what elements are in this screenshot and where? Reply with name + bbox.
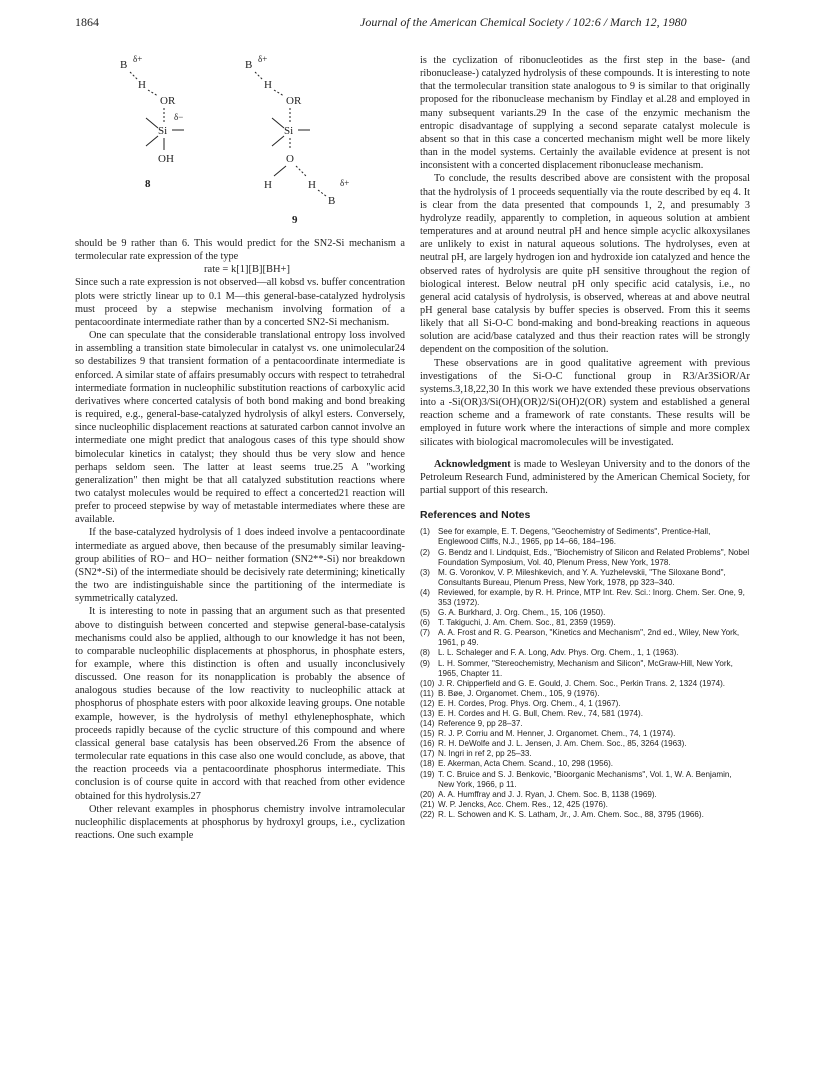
reference-number: (1) (420, 527, 430, 537)
s9-bond-ll (272, 136, 284, 146)
reference-text: L. H. Sommer, "Stereochemistry, Mechanism and Silicon", McGraw-Hill, New York, 1965, Chapter 11. (438, 658, 733, 678)
s9-hbond-2 (274, 90, 284, 96)
reference-text: A. A. Frost and R. G. Pearson, "Kinetics and Mechanism", 2nd ed., Wiley, New York, 1961, p 49. (438, 628, 740, 648)
reference-text: Reference 9, pp 28–37. (438, 719, 523, 729)
reference-text: M. G. Voronkov, V. P. Mileshkevich, and Y. A. Yuzhelevskii, "The Siloxane Bond", Consultants Bureau, Plenum Press, New York, 1978, pp 323–340. (438, 567, 726, 587)
left-paragraph-5: It is interesting to note in passing that an argument such as that presented above to distinguish between concerted and stepwise general-base-catalysis mechanisms could also be applied, although to our knowledge it has not been, to comparable nucleophilic displacements at phosphorus, in phosphate esters, for example, where this distinction is often and usually inconclusively discussed. One reason for its nonapplication is probably the absence of analogous studies because of the low reactivity to nucleophilic attack at phosphorus of phosphate esters with poor alkoxide leaving groups. One notable example, however, is the hydrolysis of methyl ethylenephosphate, which proceeds rapidly because of the cyclic structure of this compound and where classical general base catalysis has been observed.26 From the absence of termolecular rate equations in this case also one would conclude, as above, that the reaction proceeds via a pentacoordinate phosphorus intermediate. This conclusion is of course quite in accord with that reached from other evidence obtained for this hydrolysis.27 (75, 606, 405, 802)
reference-number: (14) (420, 719, 435, 729)
reference-item (420, 759, 750, 769)
reference-number: (9) (420, 658, 430, 668)
reference-number: (8) (420, 648, 430, 658)
s9-or: OR (286, 95, 302, 107)
s9-hbond-3 (318, 190, 326, 196)
reference-item (420, 588, 750, 608)
right-paragraph-2: To conclude, the results described above are consistent with the proposal that the hydrolysis of 1 proceeds sequentially via the route described by eq 4. It is clear from the data presented that compounds 1, 2, and presumably 3 hydrolyze readily, apparently to completion, in aqueous solution at ambient temperatures and at around neutral pH and hence simple acyclic alkoxysilanes are unlikely to exist in natural aqueous solutions. The hydrolyses, even at neutral pH, are largely hydrogen ion and hydroxide ion catalyzed and hence the observed rates of hydrolysis are quite pH sensitive throughout the region of biological interest. Below neutral pH only specific acid catalysis, i.e., no general acid catalysis of hydrolysis, is observed, whereas at and above neutral pH general base catalysis by buffer species is observed. From this it seems likely that all Si-O-C bond-making and bond-breaking reactions in aqueous solution are acid/base catalyzed and thus their reaction rates will be strongly dependent on the composition of the solution. (420, 173, 750, 356)
s9-bond-oh-left (274, 166, 286, 176)
s8-delta-minus: δ− (174, 112, 184, 122)
reference-text: Reviewed, for example, by R. H. Prince, MTP Int. Rev. Sci.: Inorg. Chem. Ser. One, 9, 353 (1972). (438, 587, 745, 607)
reference-number: (19) (420, 769, 435, 779)
s9-o: O (286, 153, 294, 165)
s9-label: 9 (292, 214, 298, 226)
reference-number: (12) (420, 698, 435, 708)
reference-item (420, 749, 750, 759)
s9-si: Si (284, 125, 294, 137)
reference-number: (5) (420, 608, 430, 618)
left-paragraph-1: should be 9 rather than 6. This would predict for the SN2-Si mechanism a termolecular rate expression of the type (75, 238, 405, 263)
acknowledgment-label: Acknowledgment (434, 458, 511, 470)
acknowledgment (420, 458, 750, 497)
reference-number: (16) (420, 739, 435, 749)
reference-number: (6) (420, 618, 430, 628)
running-header: Journal of the American Chemical Society / 102:6 / March 12, 1980 (360, 15, 687, 29)
reference-item (420, 810, 750, 820)
reference-number: (10) (420, 678, 435, 688)
s9-b-top: B (245, 59, 253, 71)
right-paragraph-1: is the cyclization of ribonucleotides as the first step in the base- (and ribonuclease-) catalyzed hydrolysis of these compounds. It is interesting to note that the termolecular transition state analogous to 9 is similar to that originally proposed for the ribonuclease mechanism by Findlay et al.28 and employed in many subsequent variants.29 In the case of the enzymic mechanism the entropic disadvantage of supplying a second separate catalyst molecule is absent so that in this case a concerted mechanism might well be more likely than in the model systems. Certainly the available evidence at present is not inconsistent with a concerted displacement ribonuclease mechanism. (420, 55, 750, 172)
s8-oh: OH (158, 153, 174, 165)
reference-number: (2) (420, 547, 430, 557)
reference-item (420, 568, 750, 588)
reference-item (420, 648, 750, 658)
s8-hbond-1 (130, 72, 138, 80)
reference-item (420, 719, 750, 729)
s9-bond-ul (272, 118, 284, 128)
reference-text: G. A. Burkhard, J. Org. Chem., 15, 106 (1950). (438, 608, 606, 618)
reference-item (420, 709, 750, 719)
reference-item (420, 800, 750, 810)
structure-9 (245, 54, 349, 226)
left-paragraph-2: Since such a rate expression is not observed—all kobsd vs. buffer concentration plots were strictly linear up to 0.1 M—this general-base-catalyzed hydrolysis must proceed by a stepwise mechanism involving formation of a pentacoordinate intermediate rather than by a concerted SN2-Si mechanism. (75, 277, 405, 328)
reference-item (420, 679, 750, 689)
reference-item (420, 628, 750, 648)
s8-h: H (138, 79, 146, 91)
reference-number: (7) (420, 628, 430, 638)
s9-b-bottom: B (328, 195, 336, 207)
reference-text: E. H. Cordes, Prog. Phys. Org. Chem., 4, 1 (1967). (438, 698, 621, 708)
right-column (420, 54, 750, 820)
reference-item (420, 790, 750, 800)
reference-item (420, 548, 750, 568)
reference-text: J. R. Chipperfield and G. E. Gould, J. Chem. Soc., Perkin Trans. 2, 1324 (1974). (438, 678, 726, 688)
reference-text: W. P. Jencks, Acc. Chem. Res., 12, 425 (1976). (438, 799, 608, 809)
left-paragraph-3: One can speculate that the considerable translational entropy loss involved in assembling a transition state bimolecular in catalyst vs. one unimolecular24 so destabilizes 9 that transient formation of a pentacoordinate intermediate is enforced. A similar state of affairs presumably occurs with respect to tetrahedral intermediate formation in nucleophilic substitution reactions of carboxylic acid derivatives where concerted catalysis of both bond making and bond breaking is required, e.g., general-base-catalyzed hydrolysis of alkyl esters. Conversely, since nucleophilic displacement reactions at saturated carbon cannot involve an intermediate one might predict that analogous cases of this type should show bimolecular kinetics in catalyst; they should thus be very slow and hence perhaps seldom seen. The latter at least seems true.25 A "working generalization" then might be that all catalyzed substitution reactions where two catalyst molecules would be required to effect a concerted21 reaction will prefer to proceed stepwise by way of metastable intermediates where these are available. (75, 330, 405, 526)
reference-item (420, 729, 750, 739)
reference-number: (17) (420, 749, 435, 759)
reference-item (420, 618, 750, 628)
reference-text: E. H. Cordes and H. G. Bull, Chem. Rev., 74, 581 (1974). (438, 709, 643, 718)
reference-text: R. L. Schowen and K. S. Latham, Jr., J. Am. Chem. Soc., 88, 3795 (1966). (438, 809, 704, 819)
reference-number: (18) (420, 759, 435, 769)
s9-h-left: H (264, 179, 272, 191)
acknowledgment-text: is made to Wesleyan University and to the donors of the Petroleum Research Fund, administered by the American Chemical Society, for partial support of this research. (420, 458, 750, 496)
references-list (420, 527, 750, 820)
reference-text: See for example, E. T. Degens, "Geochemistry of Sediments", Prentice-Hall, Englewood Cliffs, N.J., 1965, pp 14–66, 184–196. (438, 527, 711, 547)
s8-or: OR (160, 95, 176, 107)
reference-number: (4) (420, 587, 430, 597)
reference-item (420, 659, 750, 679)
reference-number: (11) (420, 688, 434, 698)
s8-bond-ll (146, 136, 158, 146)
reference-text: R. H. DeWolfe and J. L. Jensen, J. Am. Chem. Soc., 85, 3264 (1963). (438, 739, 687, 749)
s9-h-top: H (264, 79, 272, 91)
rate-equation: rate = k[1][B][BH+] (204, 264, 290, 276)
s9-bond-oh-right (296, 166, 306, 176)
left-paragraph-6: Other relevant examples in phosphorus chemistry involve intramolecular nucleophilic displacements at phosphorus by hydroxyl groups, i.e., cyclization reactions. One such example (75, 803, 405, 842)
reference-number: (20) (420, 789, 435, 799)
structure-8 (120, 54, 184, 190)
reference-number: (13) (420, 709, 435, 718)
reference-text: N. Ingri in ref 2, pp 25–33. (438, 749, 532, 759)
reference-number: (22) (420, 809, 435, 819)
reference-number: (21) (420, 799, 435, 809)
s8-b: B (120, 59, 128, 71)
reference-text: G. Bendz and I. Lindquist, Eds., "Biochemistry of Silicon and Related Problems", Nobel Foundation Symposium, Vol. 40, Plenum Press, New York, 1978. (438, 547, 750, 567)
s9-hbond-1 (255, 72, 263, 80)
reference-item (420, 527, 750, 547)
s9-h-right: H (308, 179, 316, 191)
reference-text: A. A. Humffray and J. J. Ryan, J. Chem. Soc. B, 1138 (1969). (438, 789, 657, 799)
s9-delta-plus-bottom: δ+ (340, 178, 350, 188)
reference-number: (3) (420, 567, 430, 577)
chemical-structures-figure (100, 40, 400, 230)
reference-item (420, 770, 750, 790)
reference-text: B. Bøe, J. Organomet. Chem., 105, 9 (1976). (438, 688, 600, 698)
s8-label: 8 (145, 178, 151, 190)
s9-delta-plus-top: δ+ (258, 54, 268, 64)
reference-item (420, 608, 750, 618)
reference-text: E. Akerman, Acta Chem. Scand., 10, 298 (1956). (438, 759, 614, 769)
references-title: References and Notes (420, 509, 531, 522)
reference-text: L. L. Schaleger and F. A. Long, Adv. Phys. Org. Chem., 1, 1 (1963). (438, 648, 679, 658)
s8-bond-ul (146, 118, 158, 128)
reference-text: T. Takiguchi, J. Am. Chem. Soc., 81, 2359 (1959). (438, 618, 616, 628)
s8-si: Si (158, 125, 168, 137)
page-number: 1864 (75, 15, 99, 29)
left-column (75, 237, 405, 842)
reference-text: R. J. P. Corriu and M. Henner, J. Organomet. Chem., 74, 1 (1974). (438, 729, 676, 739)
reference-item (420, 689, 750, 699)
reference-item (420, 739, 750, 749)
s8-delta-plus: δ+ (133, 54, 143, 64)
reference-text: T. C. Bruice and S. J. Benkovic, "Bioorganic Mechanisms", Vol. 1, W. A. Benjamin, New York, 1966, p 11. (438, 769, 732, 789)
reference-number: (15) (420, 729, 435, 739)
s8-hbond-2 (148, 90, 158, 96)
right-paragraph-3: These observations are in good qualitative agreement with previous investigations of the Si-O-C functional group in R3/Ar3SiOR/Ar systems.3,18,22,30 In this work we have extended these previous observations into a -Si(OR)3/Si(OH)(OR)2/Si(OH)2(OR) system and established a general reaction scheme and a framework of rate constants. These results will be employed in future work where the interactions of simple and more complex silicates with biological macromolecules will be investigated. (420, 357, 750, 448)
reference-item (420, 699, 750, 709)
left-paragraph-4: If the base-catalyzed hydrolysis of 1 does indeed involve a pentacoordinate intermediate as argued above, then because of the presumably similar leaving-group abilities of RO− and HO− neither formation (SN2**-Si) nor breakdown (SN2*-Si) of the intermediate should be decisively rate determining; kinetically the two are indistinguishable since the partitioning of the intermediate is symmetrically catalyzed. (75, 527, 405, 605)
